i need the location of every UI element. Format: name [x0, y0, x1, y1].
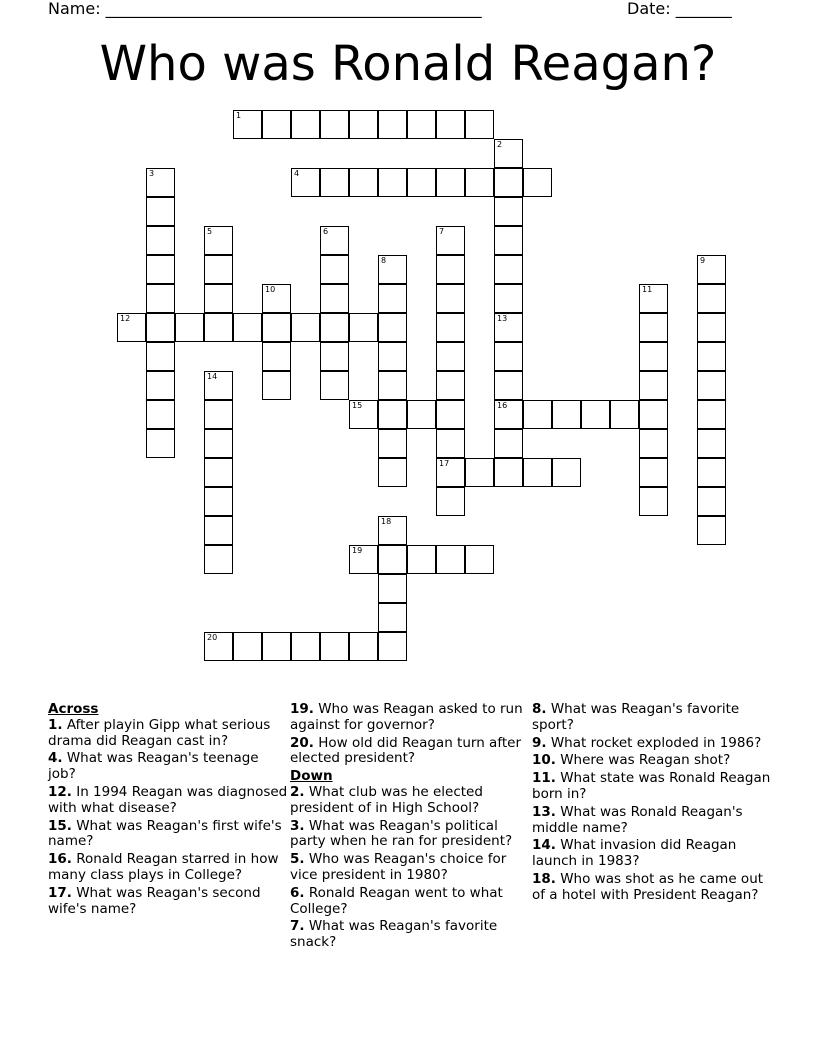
crossword-cell[interactable] [204, 371, 233, 400]
crossword-cell[interactable] [320, 255, 349, 284]
crossword-cell[interactable] [233, 313, 262, 342]
crossword-cell[interactable] [639, 371, 668, 400]
clue-num: 12. [48, 783, 72, 800]
crossword-cell[interactable] [436, 168, 465, 197]
clue-number: 9 [700, 256, 706, 265]
crossword-cell[interactable] [610, 400, 639, 429]
clue-num: 8. [532, 701, 547, 717]
crossword-cell[interactable] [523, 458, 552, 487]
crossword-cell[interactable] [204, 284, 233, 313]
crossword-cell[interactable] [494, 255, 523, 284]
clue-down [532, 838, 772, 870]
clue-text: What was Ronald Reagan's middle name? [532, 803, 743, 836]
clue-number: 5 [207, 227, 213, 236]
name-field[interactable]: Name: _______________________________________________ [48, 0, 482, 18]
crossword-cell[interactable] [639, 487, 668, 516]
crossword-cell[interactable] [494, 313, 523, 342]
clue-num: 16. [48, 851, 72, 868]
crossword-cell[interactable] [494, 168, 523, 197]
crossword-cell[interactable] [378, 574, 407, 603]
crossword-cell[interactable] [146, 168, 175, 197]
crossword-cell[interactable] [262, 313, 291, 342]
clue-text: What rocket exploded in 1986? [546, 734, 762, 751]
crossword-cell[interactable] [494, 371, 523, 400]
clue-num: 20. [290, 734, 314, 751]
crossword-cell[interactable] [697, 284, 726, 313]
clue-number: 1 [236, 111, 242, 120]
clue-text: What was Reagan's first wife's name? [48, 817, 282, 850]
crossword-cell[interactable] [523, 400, 552, 429]
crossword-cell[interactable] [436, 255, 465, 284]
crossword-cell[interactable] [146, 255, 175, 284]
clue-text: What was Reagan's favorite sport? [532, 701, 740, 733]
crossword-cell[interactable] [146, 429, 175, 458]
clue-down [532, 753, 772, 769]
crossword-cell[interactable] [204, 313, 233, 342]
crossword-cell[interactable] [378, 313, 407, 342]
crossword-cell[interactable] [204, 400, 233, 429]
clue-number: 20 [207, 633, 218, 642]
crossword-cell[interactable] [146, 342, 175, 371]
clue-number: 3 [149, 169, 155, 178]
crossword-cell[interactable] [378, 342, 407, 371]
clue-text: Ronald Reagan starred in how many class plays in College? [48, 851, 279, 883]
crossword-cell[interactable] [291, 313, 320, 342]
crossword-cell[interactable] [697, 255, 726, 284]
crossword-cell[interactable] [204, 458, 233, 487]
clue-number: 8 [381, 256, 387, 265]
clue-down [290, 886, 530, 918]
clue-number: 11 [642, 285, 653, 294]
crossword-cell[interactable] [436, 313, 465, 342]
clue-number: 15 [352, 401, 363, 410]
crossword-cell[interactable] [581, 400, 610, 429]
across-heading: Across [48, 701, 99, 717]
crossword-cell[interactable] [407, 168, 436, 197]
crossword-cell[interactable] [320, 371, 349, 400]
clue-across [48, 785, 288, 817]
crossword-cell[interactable] [146, 371, 175, 400]
crossword-cell[interactable] [349, 632, 378, 661]
crossword-cell[interactable] [349, 545, 378, 574]
clue-text: What was Reagan's political party when he ran for president? [290, 817, 513, 850]
crossword-cell[interactable] [262, 342, 291, 371]
clue-across [48, 751, 288, 783]
clue-across [290, 736, 530, 768]
crossword-cell[interactable] [697, 313, 726, 342]
crossword-cell[interactable] [378, 632, 407, 661]
crossword-cell[interactable] [320, 110, 349, 139]
crossword-cell[interactable] [320, 632, 349, 661]
crossword-cell[interactable] [639, 313, 668, 342]
crossword-cell[interactable] [697, 429, 726, 458]
crossword-cell[interactable] [378, 255, 407, 284]
crossword-cell[interactable] [262, 284, 291, 313]
crossword-cell[interactable] [262, 632, 291, 661]
crossword-cell[interactable] [436, 342, 465, 371]
clue-text: Where was Reagan shot? [555, 752, 731, 769]
crossword-cell[interactable] [378, 400, 407, 429]
clue-number: 6 [323, 227, 329, 236]
clue-num: 3. [290, 817, 305, 834]
clue-num: 19. [290, 701, 314, 717]
clue-down [532, 736, 772, 752]
clue-number: 16 [497, 401, 508, 410]
clue-text: Ronald Reagan went to what College? [290, 884, 503, 917]
clue-number: 2 [497, 140, 503, 149]
clue-text: What invasion did Reagan launch in 1983? [532, 837, 737, 870]
clue-down [532, 805, 772, 837]
crossword-cell[interactable] [407, 400, 436, 429]
crossword-cell[interactable] [436, 429, 465, 458]
crossword-cell[interactable] [204, 226, 233, 255]
crossword-cell[interactable] [204, 516, 233, 545]
crossword-cell[interactable] [204, 255, 233, 284]
page-title: Who was Ronald Reagan? [99, 36, 717, 92]
crossword-cell[interactable] [146, 284, 175, 313]
clue-num: 13. [532, 803, 556, 820]
clue-down [290, 785, 530, 817]
clue-text: What state was Ronald Reagan born in? [532, 770, 771, 802]
clue-num: 17. [48, 884, 72, 901]
crossword-cell[interactable] [262, 110, 291, 139]
clue-across [48, 852, 288, 884]
clue-across [48, 819, 288, 851]
crossword-cell[interactable] [494, 139, 523, 168]
clue-num: 9. [532, 734, 547, 751]
clue-text: What was Reagan's teenage job? [48, 750, 259, 783]
clue-column-1 [48, 702, 288, 919]
clue-num: 4. [48, 750, 63, 767]
clue-text: Who was shot as he came out of a hotel with President Reagan? [532, 870, 764, 903]
clue-num: 2. [290, 783, 305, 800]
clue-text: What was Reagan's favorite snack? [290, 918, 498, 951]
crossword-cell[interactable] [291, 632, 320, 661]
crossword-cell[interactable] [697, 458, 726, 487]
clue-down [532, 702, 772, 734]
crossword-cell[interactable] [465, 110, 494, 139]
crossword-cell[interactable] [697, 371, 726, 400]
crossword-cell[interactable] [436, 545, 465, 574]
crossword-cell[interactable] [639, 342, 668, 371]
clue-across [290, 702, 530, 734]
crossword-cell[interactable] [349, 168, 378, 197]
crossword-cell[interactable] [523, 168, 552, 197]
clue-num: 18. [532, 870, 556, 887]
crossword-cell[interactable] [436, 284, 465, 313]
crossword-cell[interactable] [697, 342, 726, 371]
crossword-cell[interactable] [175, 313, 204, 342]
clue-down [532, 771, 772, 803]
crossword-cell[interactable] [465, 168, 494, 197]
clue-num: 6. [290, 884, 305, 901]
clue-column-2 [290, 702, 530, 953]
crossword-cell[interactable] [204, 632, 233, 661]
clue-down [532, 872, 772, 904]
crossword-cell[interactable] [494, 226, 523, 255]
crossword-cell[interactable] [378, 458, 407, 487]
crossword-cell[interactable] [494, 429, 523, 458]
crossword-cell[interactable] [320, 342, 349, 371]
clue-down [290, 919, 530, 951]
crossword-cell[interactable] [378, 168, 407, 197]
crossword-cell[interactable] [378, 429, 407, 458]
clue-num: 11. [532, 770, 556, 787]
crossword-cell[interactable] [436, 400, 465, 429]
clue-text: After playin Gipp what serious drama did Reagan cast in? [48, 716, 271, 749]
crossword-cell[interactable] [320, 226, 349, 255]
crossword-cell[interactable] [552, 400, 581, 429]
crossword-cell[interactable] [378, 516, 407, 545]
clue-text: What club was he elected president of in High School? [290, 783, 483, 816]
crossword-cell[interactable] [320, 313, 349, 342]
crossword-cell[interactable] [378, 284, 407, 313]
crossword-cell[interactable] [233, 110, 262, 139]
clue-num: 1. [48, 716, 63, 733]
clue-num: 5. [290, 851, 305, 868]
clue-down [290, 852, 530, 884]
crossword-cell[interactable] [262, 371, 291, 400]
clue-num: 15. [48, 817, 72, 834]
clue-text: Who was Reagan asked to run against for governor? [290, 701, 523, 733]
clue-number: 12 [120, 314, 131, 323]
crossword-cell[interactable] [146, 313, 175, 342]
clue-num: 14. [532, 837, 556, 854]
crossword-cell[interactable] [146, 400, 175, 429]
crossword-cell[interactable] [465, 458, 494, 487]
crossword-cell[interactable] [552, 458, 581, 487]
crossword-cell[interactable] [378, 603, 407, 632]
clue-column-3 [532, 702, 772, 906]
clue-down [290, 819, 530, 851]
clue-num: 7. [290, 918, 305, 935]
clue-number: 18 [381, 517, 392, 526]
crossword-cell[interactable] [204, 545, 233, 574]
crossword-cell[interactable] [378, 371, 407, 400]
crossword-cell[interactable] [697, 400, 726, 429]
crossword-cell[interactable] [494, 458, 523, 487]
crossword-cell[interactable] [204, 429, 233, 458]
crossword-cell[interactable] [494, 342, 523, 371]
clue-number: 7 [439, 227, 445, 236]
crossword-cell[interactable] [320, 284, 349, 313]
crossword-cell[interactable] [291, 168, 320, 197]
crossword-cell[interactable] [349, 110, 378, 139]
crossword-cell[interactable] [204, 487, 233, 516]
crossword-cell[interactable] [436, 226, 465, 255]
crossword-cell[interactable] [146, 226, 175, 255]
crossword-cell[interactable] [349, 313, 378, 342]
crossword-cell[interactable] [233, 632, 262, 661]
crossword-cell[interactable] [436, 458, 465, 487]
crossword-cell[interactable] [378, 110, 407, 139]
clue-number: 17 [439, 459, 450, 468]
crossword-cell[interactable] [407, 110, 436, 139]
crossword-cell[interactable] [697, 516, 726, 545]
crossword-cell[interactable] [639, 284, 668, 313]
crossword-cell[interactable] [639, 458, 668, 487]
clue-text: Who was Reagan's choice for vice president in 1980? [290, 851, 507, 883]
clue-text: In 1994 Reagan was diagnosed with what disease? [48, 783, 288, 816]
clue-num: 10. [532, 752, 556, 769]
crossword-cell[interactable] [436, 110, 465, 139]
crossword-cell[interactable] [436, 371, 465, 400]
date-field[interactable]: Date: _______ [627, 0, 732, 18]
crossword-cell[interactable] [494, 400, 523, 429]
crossword-cell[interactable] [697, 487, 726, 516]
crossword-cell[interactable] [146, 197, 175, 226]
clue-number: 13 [497, 314, 508, 323]
crossword-cell[interactable] [378, 545, 407, 574]
crossword-cell[interactable] [494, 284, 523, 313]
crossword-cell[interactable] [436, 487, 465, 516]
clue-across [48, 718, 288, 750]
crossword-cell[interactable] [349, 400, 378, 429]
clue-number: 10 [265, 285, 276, 294]
clue-number: 14 [207, 372, 218, 381]
clue-text: What was Reagan's second wife's name? [48, 884, 261, 917]
crossword-cell[interactable] [117, 313, 146, 342]
crossword-cell[interactable] [494, 197, 523, 226]
crossword-cell[interactable] [639, 429, 668, 458]
crossword-cell[interactable] [320, 168, 349, 197]
clue-number: 4 [294, 169, 300, 178]
clue-number: 19 [352, 546, 363, 555]
clue-text: How old did Reagan turn after elected president? [290, 734, 521, 767]
crossword-cell[interactable] [465, 545, 494, 574]
crossword-cell[interactable] [407, 545, 436, 574]
crossword-cell[interactable] [291, 110, 320, 139]
down-heading: Down [290, 768, 333, 785]
clue-across [48, 886, 288, 918]
crossword-cell[interactable] [639, 400, 668, 429]
